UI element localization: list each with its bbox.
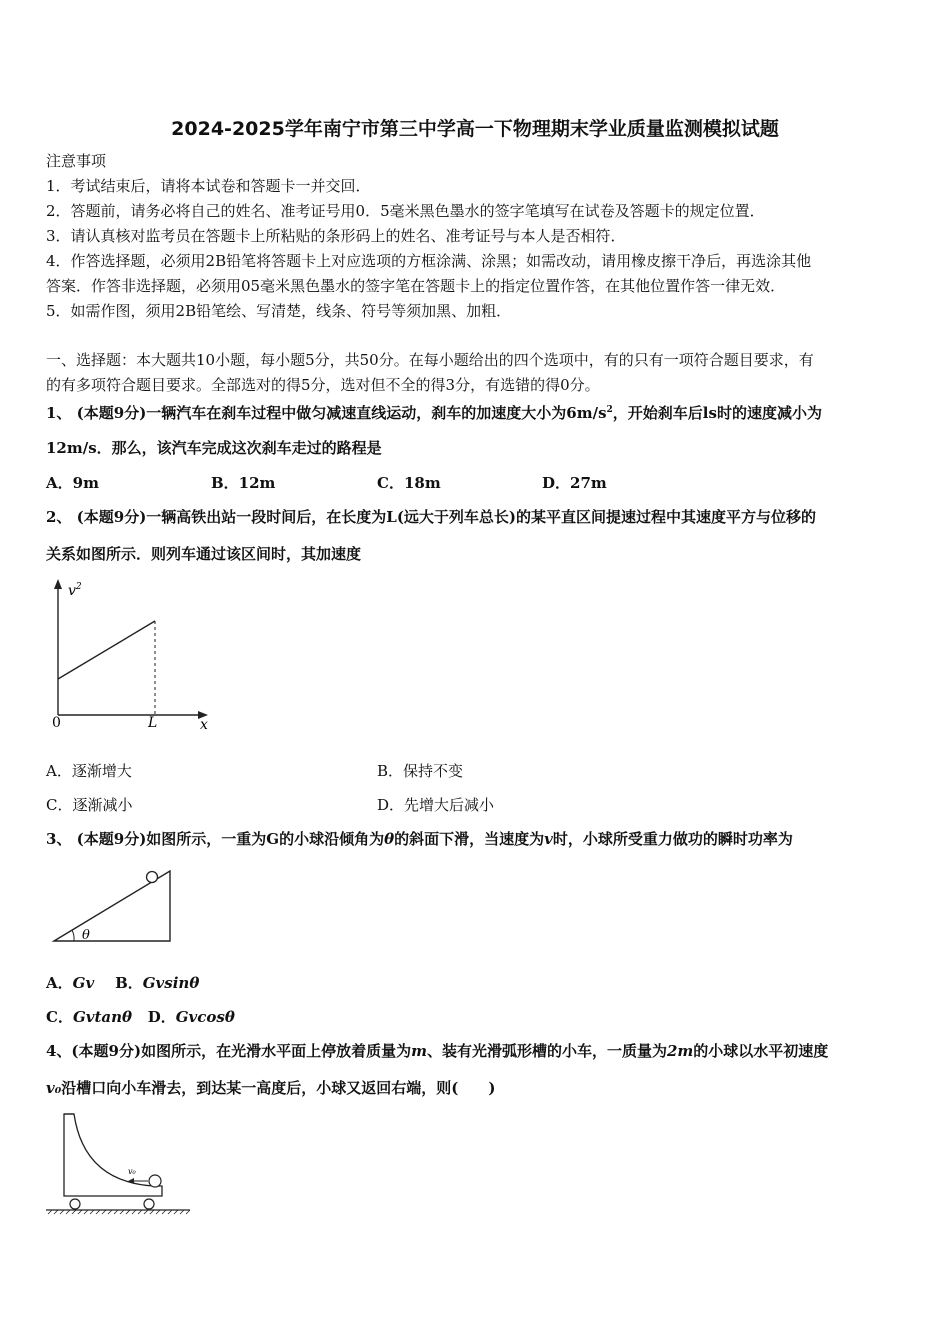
- q3-option-a[interactable]: A．Gv: [46, 974, 95, 992]
- y-axis-label: $v^2$: [68, 582, 82, 599]
- q3-option-d[interactable]: D．Gvcosθ: [147, 1008, 235, 1026]
- q3-option-b[interactable]: B．Gvsinθ: [115, 974, 200, 992]
- angle-arc: [72, 930, 74, 941]
- q1-option-c[interactable]: C．18m: [377, 474, 441, 492]
- notice-item: 5．如需作图，须用2B铅笔绘、写清楚，线条、符号等须加黑、加粗．: [46, 302, 512, 320]
- q3-stem: 3、 (本题9分)如图所示，一重为G的小球沿倾角为θ的斜面下滑，当速度为v时，小球所受重力做功的瞬时功率为: [46, 830, 793, 848]
- q2-option-b[interactable]: B．保持不变: [377, 762, 464, 780]
- notice-item: 3．请认真核对监考员在答题卡上所粘贴的条形码上的姓名、准考证号与本人是否相符．: [46, 227, 626, 245]
- y-axis-arrow: [54, 579, 62, 589]
- wheel-right: [144, 1199, 154, 1209]
- q2-stem-line1: 2、 (本题9分)一辆高铁出站一段时间后，在长度为L(远大于列车总长)的某平直区间提速过程中其速度平方与位移的: [46, 508, 817, 526]
- q1-option-b[interactable]: B．12m: [211, 474, 276, 492]
- q4-stem-line1: 4、(本题9分)如图所示，在光滑水平面上停放着质量为m、装有光滑弧形槽的小车，一质量为2m的小球以水平初速度: [46, 1042, 829, 1060]
- q2-stem-line2: 关系如图所示．则列车通过该区间时，其加速度: [46, 545, 362, 563]
- wheel-left: [70, 1199, 80, 1209]
- q2-option-d[interactable]: D．先增大后减小: [377, 796, 495, 814]
- x-axis-label: x: [200, 717, 208, 733]
- notice-item: 2．答题前，请务必将自己的姓名、准考证号用0．5毫米黑色墨水的签字笔填写在试卷及答题卡的规定位置．: [46, 202, 765, 220]
- velocity-label: v₀: [128, 1167, 136, 1176]
- q1-option-d[interactable]: D．27m: [542, 474, 607, 492]
- q1-stem-line2: 12m/s．那么，该汽车完成这次刹车走过的路程是: [46, 439, 382, 457]
- section-heading-line2: 的有多项符合题目要求。全部选对的得5分，选对但不全的得3分，有选错的得0分。: [46, 376, 600, 394]
- origin-label: 0: [52, 715, 61, 731]
- q2-option-c[interactable]: C．逐渐减小: [46, 796, 133, 814]
- angle-label: θ: [82, 928, 90, 943]
- page-title: 2024-2025学年南宁市第三中学高一下物理期末学业质量监测模拟试题: [171, 118, 779, 140]
- notice-heading: 注意事项: [46, 152, 107, 170]
- notice-item: 答案．作答非选择题，必须用05毫米黑色墨水的签字笔在答题卡上的指定位置作答，在其他位置作答一律无效．: [46, 277, 786, 295]
- q3-option-ab: [46, 973, 199, 993]
- q4-stem-line2: v₀沿槽口向小车滑去，到达某一高度后，小球又返回右端，则( ): [46, 1079, 496, 1097]
- section-heading-line1: 一、选择题：本大题共10小题，每小题5分，共50分。在每小题给出的四个选项中，有的只有一项符合题目要求，有: [46, 351, 814, 369]
- q3-option-cd: [46, 1007, 235, 1027]
- graph-line: [58, 621, 155, 679]
- notice-item: 4．作答选择题，必须用2B铅笔将答题卡上对应选项的方框涂满、涂黑；如需改动，请用橡皮擦干净后，再选涂其他: [46, 252, 812, 270]
- ball: [147, 872, 158, 883]
- small-ball: [149, 1175, 161, 1187]
- q3-incline-figure: [50, 863, 180, 948]
- q3-option-c[interactable]: C．Gvtanθ: [46, 1008, 133, 1026]
- q2-velocity-squared-graph: [40, 575, 220, 735]
- l-label: L: [148, 715, 158, 731]
- q1-stem-line1: 1、 (本题9分)一辆汽车在刹车过程中做匀减速直线运动，刹车的加速度大小为$6m/s^2$，开始刹车后ls时的速度减小为: [46, 404, 822, 422]
- q2-option-a[interactable]: A．逐渐增大: [46, 762, 132, 780]
- cart-body: [64, 1114, 162, 1196]
- q4-cart-figure: [44, 1110, 194, 1220]
- q1-option-a[interactable]: A．9m: [46, 474, 99, 492]
- notice-item: 1．考试结束后，请将本试卷和答题卡一并交回．: [46, 177, 371, 195]
